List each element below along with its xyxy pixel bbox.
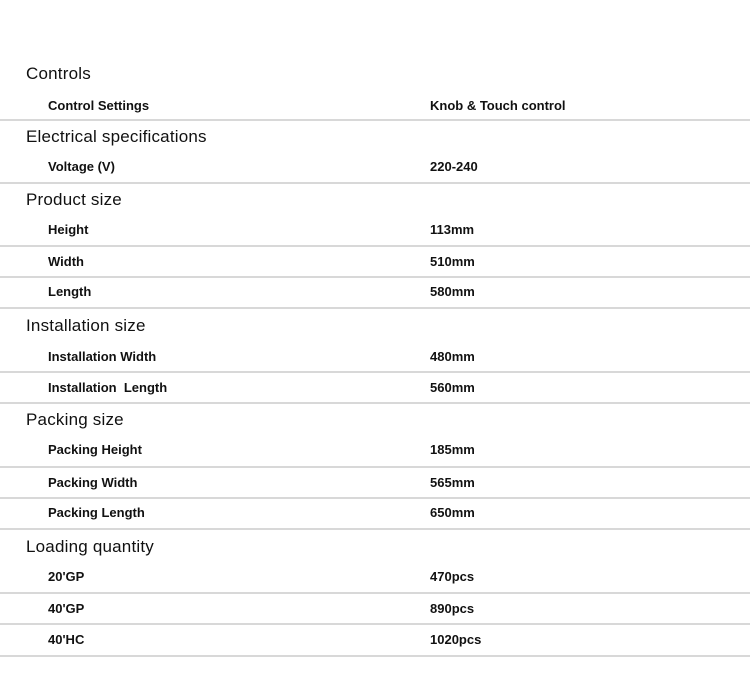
spec-value-voltage: 220-240 bbox=[430, 159, 478, 174]
section-title-loading-quantity: Loading quantity bbox=[26, 537, 154, 556]
spec-value-packing-length: 650mm bbox=[430, 505, 475, 520]
spec-value-packing-height: 185mm bbox=[430, 442, 475, 457]
divider bbox=[0, 182, 750, 184]
spec-label-width: Width bbox=[48, 254, 84, 269]
spec-label-voltage: Voltage (V) bbox=[48, 159, 115, 174]
spec-value-20gp: 470pcs bbox=[430, 569, 475, 584]
spec-value-length: 580mm bbox=[430, 284, 475, 299]
spec-label-packing-width: Packing Width bbox=[48, 475, 138, 490]
section-title-packing-size: Packing size bbox=[26, 410, 124, 429]
section-title-product-size: Product size bbox=[26, 190, 122, 209]
spec-label-packing-height: Packing Height bbox=[48, 442, 142, 457]
divider bbox=[0, 528, 750, 530]
divider bbox=[0, 119, 750, 121]
spec-label-20gp: 20'GP bbox=[48, 569, 85, 584]
divider bbox=[0, 371, 750, 373]
divider bbox=[0, 592, 750, 594]
divider bbox=[0, 307, 750, 309]
spec-label-installation-width: Installation Width bbox=[48, 349, 157, 364]
spec-value-installation-length: 560mm bbox=[430, 380, 475, 395]
spec-label-40gp: 40'GP bbox=[48, 601, 85, 616]
divider bbox=[0, 245, 750, 247]
divider bbox=[0, 655, 750, 657]
divider bbox=[0, 402, 750, 404]
spec-label-installation-length: Installation Length bbox=[48, 380, 168, 395]
spec-label-control-settings: Control Settings bbox=[48, 98, 150, 113]
section-title-controls: Controls bbox=[26, 64, 91, 83]
spec-value-installation-width: 480mm bbox=[430, 349, 475, 364]
section-title-electrical-specifications: Electrical specifications bbox=[26, 127, 207, 146]
divider bbox=[0, 276, 750, 278]
spec-value-control-settings: Knob & Touch control bbox=[430, 98, 566, 113]
spec-label-height: Height bbox=[48, 222, 89, 237]
divider bbox=[0, 623, 750, 625]
spec-value-width: 510mm bbox=[430, 254, 475, 269]
spec-value-40hc: 1020pcs bbox=[430, 632, 482, 647]
spec-label-40hc: 40'HC bbox=[48, 632, 85, 647]
spec-value-packing-width: 565mm bbox=[430, 475, 475, 490]
spec-label-packing-length: Packing Length bbox=[48, 505, 145, 520]
spec-value-height: 113mm bbox=[430, 222, 475, 237]
spec-label-length: Length bbox=[48, 284, 92, 299]
section-title-installation-size: Installation size bbox=[26, 316, 146, 335]
divider bbox=[0, 497, 750, 499]
divider bbox=[0, 466, 750, 468]
spec-value-40gp: 890pcs bbox=[430, 601, 475, 616]
